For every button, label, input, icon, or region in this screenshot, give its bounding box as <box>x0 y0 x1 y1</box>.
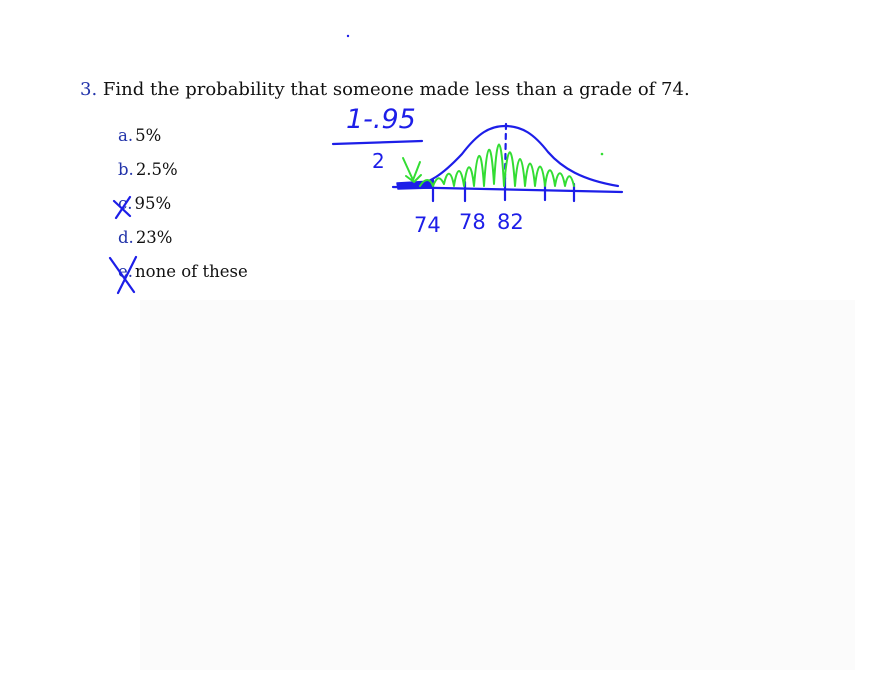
green-dot <box>601 153 604 156</box>
fraction-bar <box>333 141 422 144</box>
choice-b-text: 2.5% <box>135 160 178 179</box>
fraction-numerator: 1-.95 <box>346 104 416 135</box>
choice-b-letter: b. <box>118 160 134 179</box>
fraction-denominator: 2 <box>372 149 385 173</box>
choice-d[interactable] <box>118 228 248 262</box>
choice-e-letter: e. <box>118 262 134 281</box>
choice-a[interactable] <box>118 126 248 160</box>
choice-a-text: 5% <box>135 126 162 145</box>
question-number: 3. <box>80 79 98 100</box>
choice-e[interactable] <box>118 262 248 296</box>
question-text: Find the probability that someone made less than a grade of 74. <box>102 79 690 100</box>
shaded-left-tail <box>397 181 432 189</box>
green-ink-layer <box>403 145 603 187</box>
curve-axis <box>393 187 622 192</box>
mean-line <box>505 124 506 180</box>
choice-c-text: 95% <box>134 194 172 213</box>
choice-d-text: 23% <box>135 228 173 247</box>
choice-e-text: none of these <box>135 262 248 281</box>
normal-curve <box>400 126 618 188</box>
choice-c[interactable] <box>118 194 248 228</box>
choice-b[interactable] <box>118 160 248 194</box>
answer-choices <box>118 126 248 296</box>
background-panel <box>140 300 855 670</box>
green-shading-squiggle <box>420 145 574 187</box>
axis-label-74: 74 <box>414 213 441 237</box>
question-3 <box>80 79 690 100</box>
choice-a-letter: a. <box>118 126 134 145</box>
choice-d-letter: d. <box>118 228 134 247</box>
stray-ink-dot <box>347 35 349 37</box>
axis-label-82: 82 <box>497 210 524 234</box>
axis-label-78: 78 <box>459 210 486 234</box>
green-arrow <box>403 158 421 182</box>
choice-c-letter: c. <box>118 194 133 213</box>
